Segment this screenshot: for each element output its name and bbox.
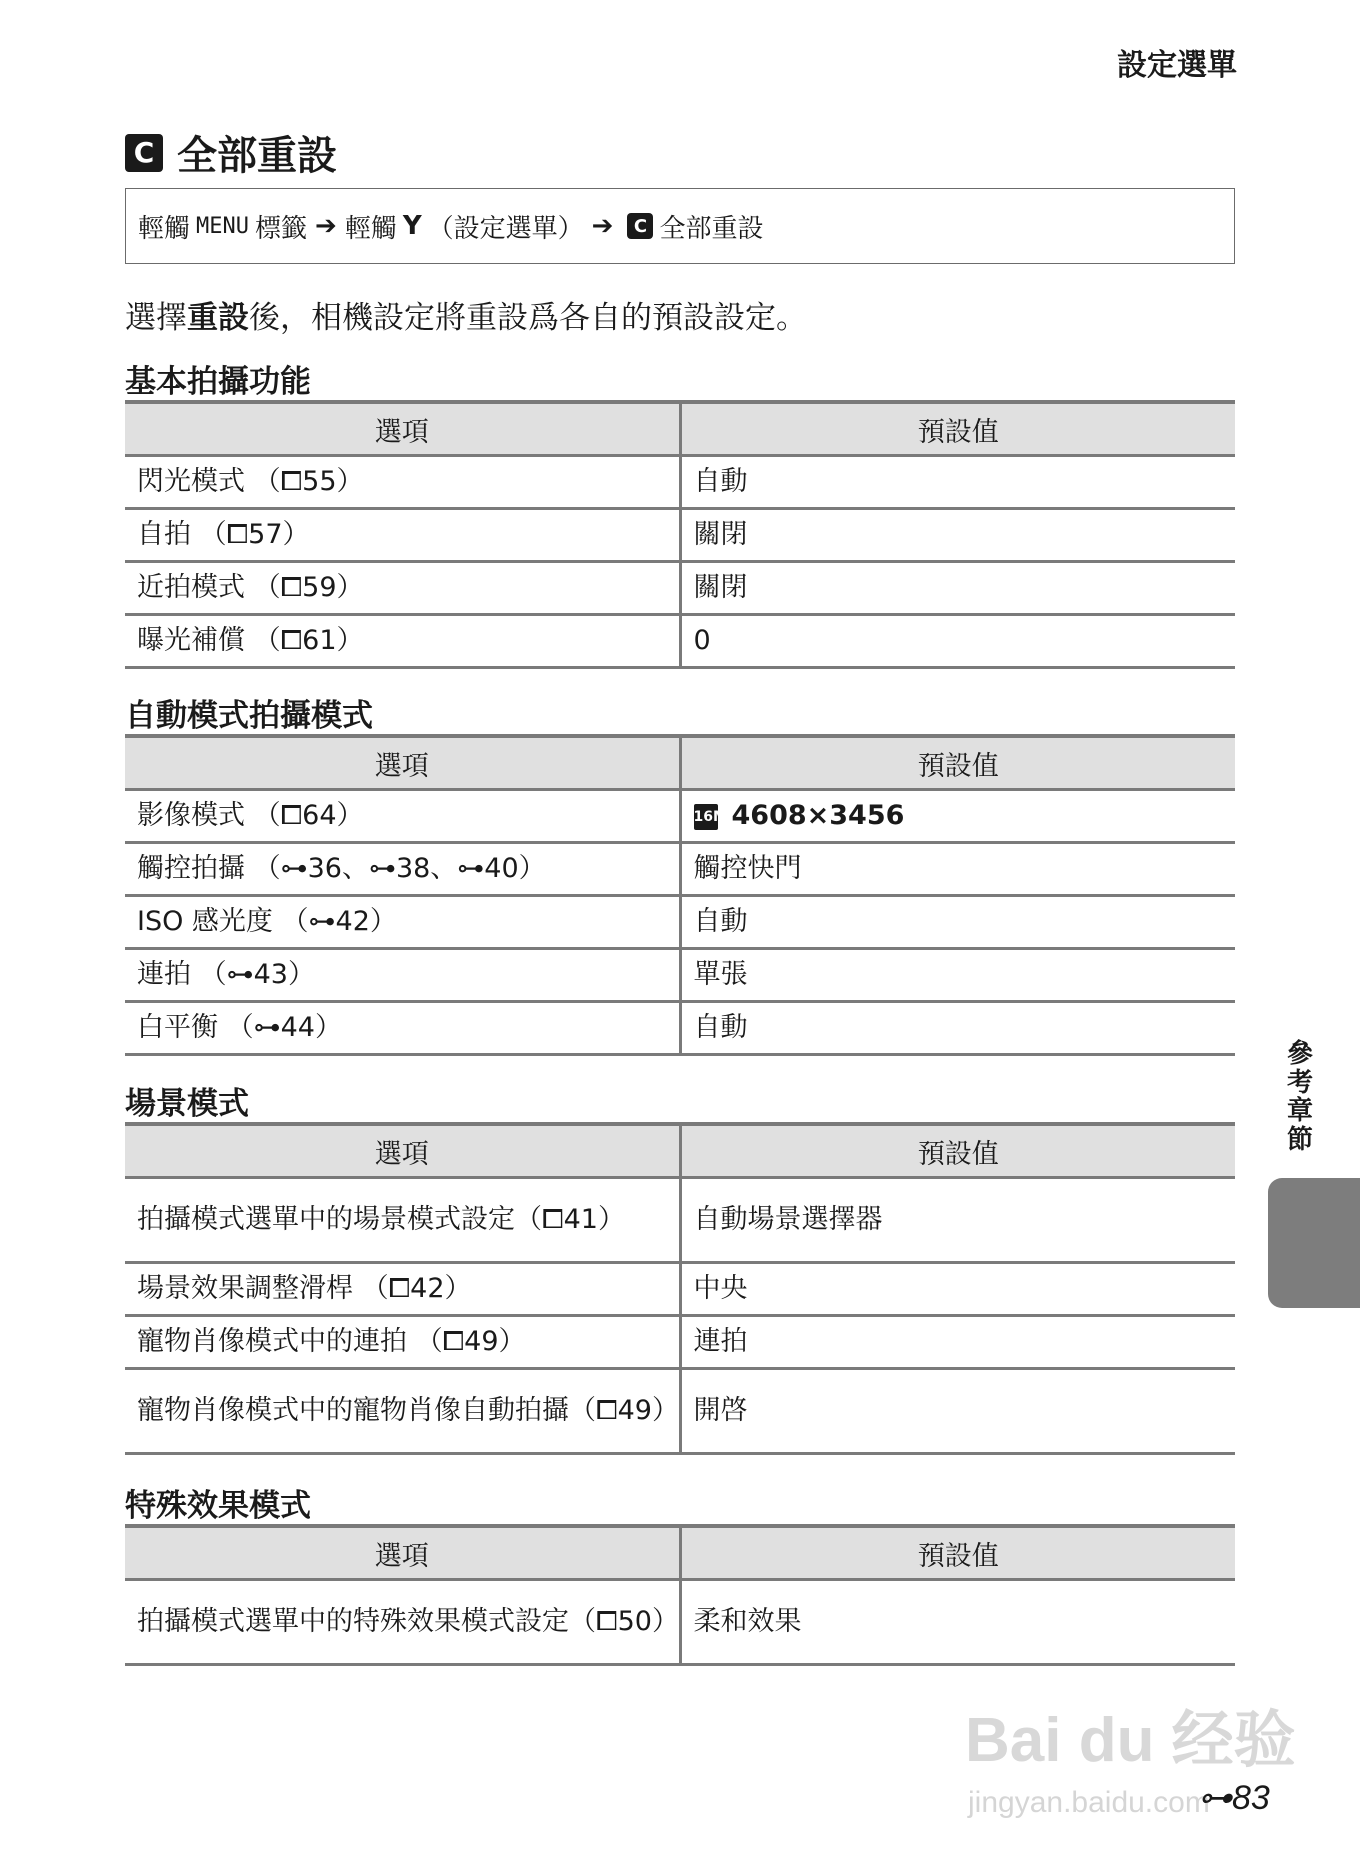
table-row bbox=[125, 1178, 1235, 1263]
default-cell: 自動 bbox=[680, 1002, 1235, 1055]
option-cell: 寵物肖像模式中的連拍 （⧠49） bbox=[125, 1316, 680, 1369]
option-cell: 場景效果調整滑桿 （⧠42） bbox=[125, 1263, 680, 1316]
default-cell: 自動 bbox=[680, 896, 1235, 949]
table-header-row bbox=[125, 736, 1235, 790]
default-cell: 開啓 bbox=[680, 1369, 1235, 1454]
default-cell: 中央 bbox=[680, 1263, 1235, 1316]
table-row bbox=[125, 843, 1235, 896]
default-cell: 單張 bbox=[680, 949, 1235, 1002]
nav-part-4: （設定選單） bbox=[427, 213, 584, 244]
default-cell: 0 bbox=[680, 615, 1235, 668]
nav-part-3: 輕觸 bbox=[344, 213, 397, 244]
page-title-text: 全部重設 bbox=[177, 133, 337, 179]
section-title: 特殊效果模式 bbox=[125, 1488, 311, 1524]
intro-bold: 重設 bbox=[187, 300, 249, 336]
table-row bbox=[125, 1580, 1235, 1665]
section-title: 場景模式 bbox=[125, 1086, 249, 1122]
nav-part-2: 標籤 bbox=[255, 213, 308, 244]
image-size-value: 4608×3456 bbox=[731, 800, 905, 832]
menu-path-breadcrumb bbox=[125, 188, 1235, 264]
column-header-default: 預設值 bbox=[680, 736, 1235, 790]
option-cell: 近拍模式 （⧠59） bbox=[125, 562, 680, 615]
section-title: 自動模式拍攝模式 bbox=[125, 698, 373, 734]
column-header-default: 預設值 bbox=[680, 402, 1235, 456]
option-cell: 白平衡 （⊶44） bbox=[125, 1002, 680, 1055]
chapter-tab bbox=[1268, 1178, 1360, 1308]
table-header-row bbox=[125, 1124, 1235, 1178]
nav-part-5: 全部重設 bbox=[659, 213, 764, 244]
default-cell: 柔和效果 bbox=[680, 1580, 1235, 1665]
reset-c-icon: C bbox=[627, 213, 653, 239]
arrow-right-icon: ➔ bbox=[315, 211, 337, 241]
option-cell: 自拍 （⧠57） bbox=[125, 509, 680, 562]
default-cell: 關閉 bbox=[680, 562, 1235, 615]
table-row bbox=[125, 1316, 1235, 1369]
default-cell: 自動場景選擇器 bbox=[680, 1178, 1235, 1263]
intro-before: 選擇 bbox=[125, 300, 187, 336]
table-row bbox=[125, 896, 1235, 949]
menu-word: MENU bbox=[196, 213, 249, 239]
header-section-name: 設定選單 bbox=[1117, 48, 1237, 83]
page-title bbox=[125, 124, 337, 181]
table-row bbox=[125, 456, 1235, 509]
settings-table bbox=[125, 734, 1235, 1056]
default-cell: 觸控快門 bbox=[680, 843, 1235, 896]
image-size-16m-icon: 16M bbox=[694, 804, 718, 830]
table-row bbox=[125, 1002, 1235, 1055]
settings-table bbox=[125, 1524, 1235, 1666]
nav-part-1: 輕觸 bbox=[138, 213, 191, 244]
wrench-icon: Y bbox=[402, 211, 422, 241]
arrow-right-icon: ➔ bbox=[591, 211, 614, 241]
column-header-option: 選項 bbox=[125, 736, 680, 790]
column-header-option: 選項 bbox=[125, 1124, 680, 1178]
column-header-default: 預設值 bbox=[680, 1526, 1235, 1580]
chapter-side-label: 參考章節 bbox=[1286, 1039, 1313, 1155]
table-header-row bbox=[125, 402, 1235, 456]
default-cell bbox=[680, 790, 1235, 843]
option-cell: 曝光補償 （⧠61） bbox=[125, 615, 680, 668]
intro-paragraph bbox=[125, 292, 807, 337]
table-row bbox=[125, 790, 1235, 843]
column-header-option: 選項 bbox=[125, 402, 680, 456]
reset-c-icon: C bbox=[125, 134, 163, 172]
table-row bbox=[125, 1369, 1235, 1454]
option-cell: 拍攝模式選單中的特殊效果模式設定（⧠50） bbox=[125, 1580, 680, 1665]
table-row bbox=[125, 509, 1235, 562]
default-cell: 連拍 bbox=[680, 1316, 1235, 1369]
watermark-brand: Bai du 经验 bbox=[965, 1706, 1296, 1775]
watermark-url: jingyan.baidu.com bbox=[968, 1786, 1210, 1819]
settings-table bbox=[125, 1122, 1235, 1455]
option-cell: 連拍 （⊶43） bbox=[125, 949, 680, 1002]
page-number: ⊶83 bbox=[1198, 1779, 1270, 1817]
table-header-row bbox=[125, 1526, 1235, 1580]
column-header-option: 選項 bbox=[125, 1526, 680, 1580]
option-cell: 影像模式 （⧠64） bbox=[125, 790, 680, 843]
default-cell: 關閉 bbox=[680, 509, 1235, 562]
table-row bbox=[125, 949, 1235, 1002]
option-cell: ISO 感光度 （⊶42） bbox=[125, 896, 680, 949]
intro-after: 後，相機設定將重設爲各自的預設設定。 bbox=[249, 300, 807, 336]
option-cell: 觸控拍攝 （⊶36、⊶38、⊶40） bbox=[125, 843, 680, 896]
table-row bbox=[125, 1263, 1235, 1316]
table-row bbox=[125, 615, 1235, 668]
column-header-default: 預設值 bbox=[680, 1124, 1235, 1178]
option-cell: 閃光模式 （⧠55） bbox=[125, 456, 680, 509]
table-row bbox=[125, 562, 1235, 615]
default-cell: 自動 bbox=[680, 456, 1235, 509]
option-cell: 拍攝模式選單中的場景模式設定（⧠41） bbox=[125, 1178, 680, 1263]
section-title: 基本拍攝功能 bbox=[125, 364, 311, 400]
option-cell: 寵物肖像模式中的寵物肖像自動拍攝（⧠49） bbox=[125, 1369, 680, 1454]
settings-table bbox=[125, 400, 1235, 669]
